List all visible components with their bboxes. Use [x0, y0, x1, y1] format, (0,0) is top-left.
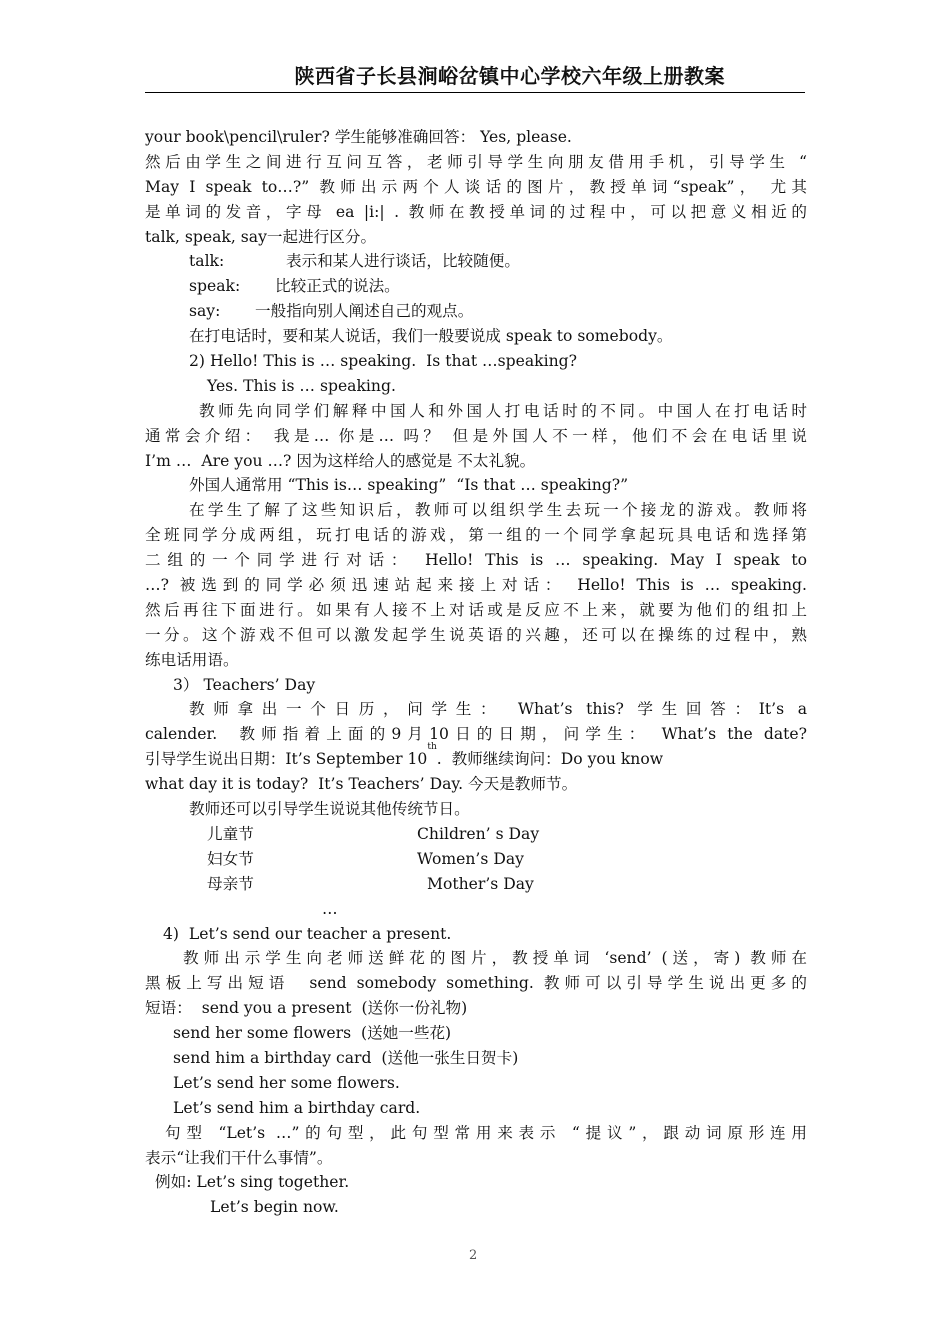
text-line: 短语： send you a present (送你一份礼物) — [145, 999, 468, 1018]
text-segment: 一般指向别人阐述自己的观点。 — [255, 302, 474, 321]
text-line — [145, 847, 807, 872]
text-line: 外国人通常用 “This is… speaking” “Is that … speaking?” — [189, 476, 629, 495]
page-number: 2 — [469, 1248, 478, 1263]
text-line: I’m … Are you …? 因为这样给人的感觉是 不太礼貌。 — [145, 451, 536, 470]
text-line: Yes. This is … speaking. — [207, 376, 396, 395]
text-segment: 表示和某人进行谈话，比较随便。 — [286, 252, 520, 271]
text-line: May I speak to…?” 教师出示两个人谈话的图片，教授单词“speak”， 尤其 — [145, 177, 807, 196]
text-line: 4) Let’s send our teacher a present. — [163, 924, 452, 943]
text-line: 2) Hello! This is … speaking. Is that …speaking? — [189, 352, 577, 371]
text-line: 二组的一个同学进行对话： Hello! This is … speaking. May I speak to — [145, 551, 807, 570]
text-line: 教师出示学生向老师送鲜花的图片，教授单词 ‘send’ (送，寄) 教师在 — [183, 949, 807, 968]
text-line: 是单词的发音，字母 ea |i:| . 教师在教授单词的过程中，可以把意义相近的 — [145, 202, 807, 221]
text-segment: Children’ s Day — [417, 824, 540, 843]
text-line: what day it is today? It’s Teachers’ Day. 今天是教师节。 — [145, 775, 578, 794]
text-segment: 儿童节 — [207, 824, 254, 843]
text-segment: Mother’s Day — [427, 874, 534, 893]
text-line: 通常会介绍： 我是… 你是… 吗？ 但是外国人不一样，他们不会在电话里说 — [145, 426, 807, 445]
text-line: … — [322, 899, 338, 918]
text-segment: talk: — [189, 252, 225, 271]
text-line: 一分。这个游戏不但可以激发起学生说英语的兴趣，还可以在操练的过程中，熟 — [145, 625, 807, 644]
text-line — [145, 822, 807, 847]
text-line: 然后再往下面进行。如果有人接不上对话或是反应不上来，就要为他们的组扣上 — [145, 600, 807, 619]
lesson-plan-body — [145, 125, 807, 1220]
text-line: talk, speak, say一起进行区分。 — [145, 227, 377, 246]
text-line: 然后由学生之间进行互问互答，老师引导学生向朋友借用手机，引导学生 “ — [145, 152, 807, 171]
text-line: 教师先向同学们解释中国人和外国人打电话时的不同。中国人在打电话时 — [199, 401, 807, 420]
text-run: 引导学生说出日期：It’s September 10 — [145, 750, 428, 769]
text-line — [145, 274, 807, 299]
text-line: 教师拿出一个日历，问学生： What’s this? 学生回答：It’s a — [189, 700, 807, 719]
text-line: 句型 “Let’s …”的句型，此句型常用来表示 “提议”，跟动词原形连用 — [165, 1123, 807, 1142]
text-line: Let’s send him a birthday card. — [173, 1098, 421, 1117]
text-line: 练电话用语。 — [145, 650, 239, 669]
text-line: 教师还可以引导学生说说其他传统节日。 — [189, 800, 470, 819]
text-segment: 妇女节 — [207, 849, 254, 868]
text-line: 在打电话时，要和某人说话，我们一般要说成 speak to somebody。 — [189, 327, 673, 346]
text-line: 表示“让我们干什么事情”。 — [145, 1148, 333, 1167]
text-line: 黑板上写出短语 send somebody something. 教师可以引导学生说出更多的 — [145, 974, 807, 993]
text-line: 全班同学分成两组，玩打电话的游戏，第一组的一个同学拿起玩具电话和选择第 — [145, 526, 807, 545]
text-line: 例如: Let’s sing together. — [155, 1173, 350, 1192]
text-segment: Women’s Day — [417, 849, 524, 868]
text-line: 在学生了解了这些知识后，教师可以组织学生去玩一个接龙的游戏。教师将 — [189, 501, 807, 520]
text-segment: speak: — [189, 277, 241, 296]
document-title: 陕西省子长县涧峪岔镇中心学校六年级上册教案 — [294, 64, 725, 88]
page-header — [145, 62, 805, 93]
text-line — [145, 872, 807, 897]
text-line: 3） Teachers’ Day — [173, 675, 316, 694]
text-line — [145, 249, 807, 274]
text-line: send him a birthday card (送他一张生日贺卡) — [173, 1048, 519, 1067]
text-line: your book\pencil\ruler? 学生能够准确回答： Yes, please. — [145, 128, 572, 146]
text-line: send her some flowers (送她一些花) — [173, 1024, 452, 1043]
text-segment: say: — [189, 302, 221, 321]
text-line: …? 被选到的同学必须迅速站起来接上对话： Hello! This is … speaking. — [145, 576, 807, 595]
text-line — [145, 299, 807, 324]
superscript: th — [427, 742, 437, 753]
text-line — [145, 742, 807, 772]
text-line: Let’s begin now. — [210, 1198, 339, 1217]
text-segment: 母亲节 — [207, 874, 254, 893]
text-line: calender. 教师指着上面的9月10日的日期，问学生： What’s the date? — [145, 725, 807, 744]
text-line: Let’s send her some flowers. — [173, 1073, 400, 1092]
text-run: . 教师继续询问：Do you know — [436, 750, 664, 769]
text-segment: 比较正式的说法。 — [275, 277, 400, 296]
